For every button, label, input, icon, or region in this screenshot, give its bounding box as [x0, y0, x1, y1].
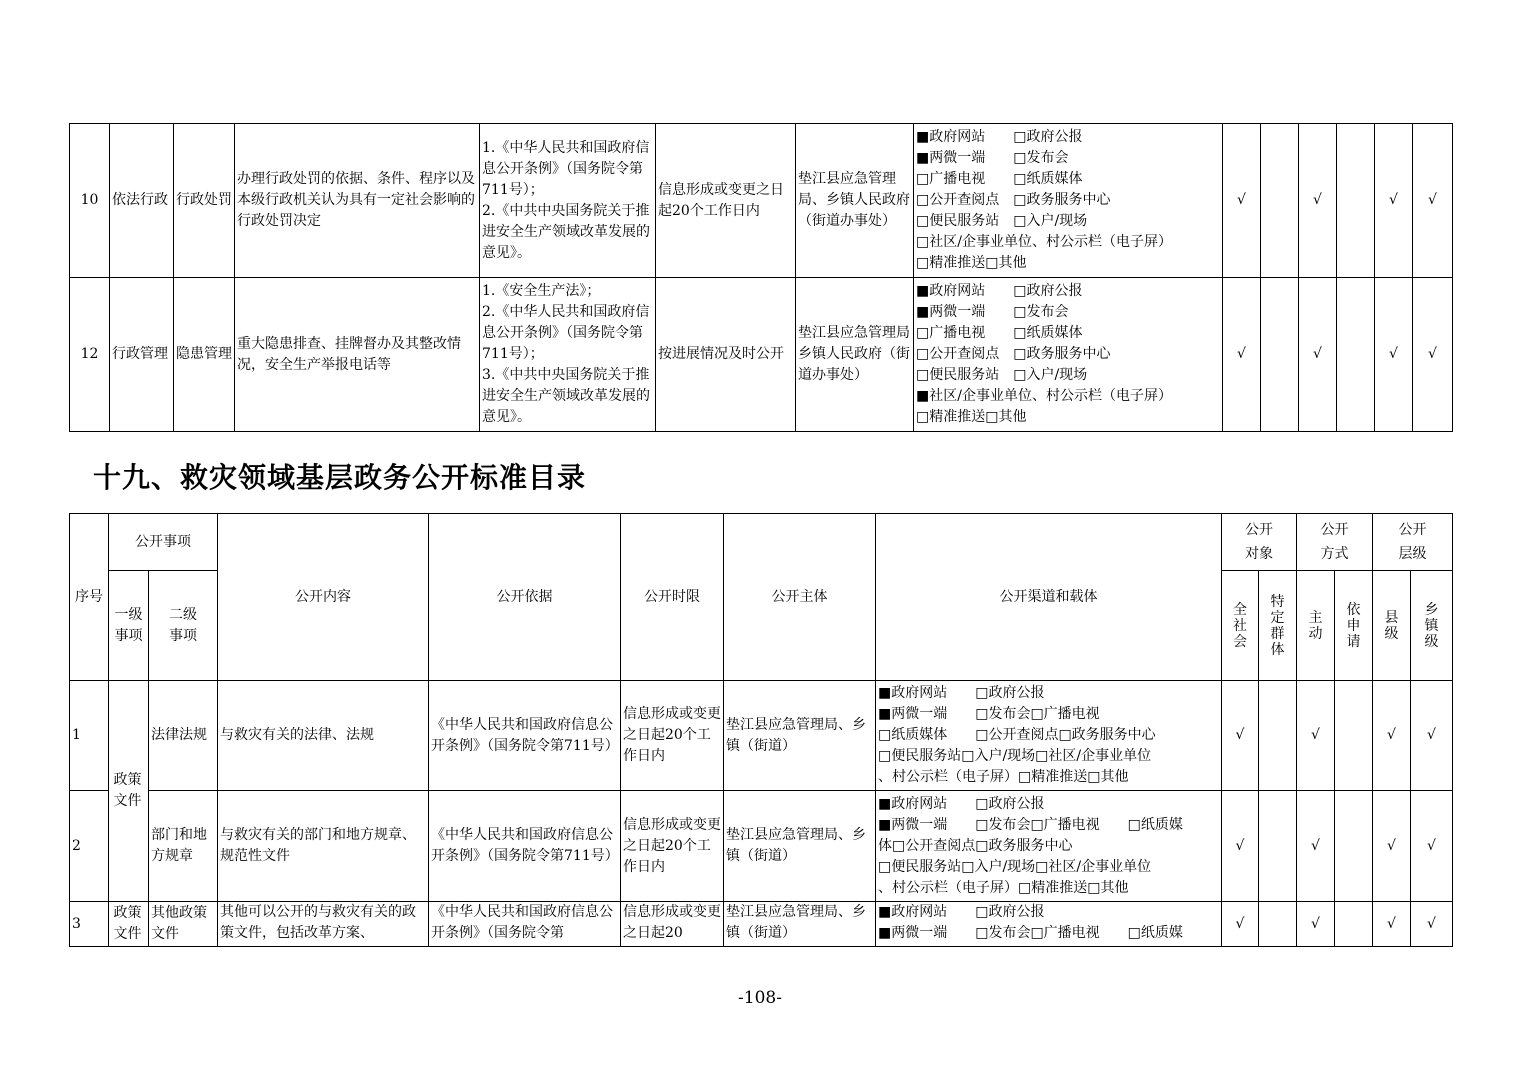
- channel-line: ■政府网站 □政府公报: [916, 129, 1083, 145]
- row-number: 3: [70, 902, 109, 947]
- section-title: 十九、救灾领域基层政务公开标准目录: [93, 461, 587, 494]
- channel-line: □广播电视 □纸质媒体: [916, 325, 1083, 341]
- subject-cell: 垫江县应急管理局、乡镇（街道）: [724, 902, 876, 947]
- mark-town: √: [1411, 791, 1453, 902]
- mark-county: √: [1373, 791, 1411, 902]
- row-number: 10: [70, 124, 110, 278]
- basis-line: 3.《中共中央国务院关于推进安全生产领域改革发展的意见》。: [482, 367, 650, 425]
- level2-item: 其他政策文件: [149, 902, 218, 947]
- basis-cell: 《中华人民共和国政府信息公开条例》（国务院令第: [429, 902, 621, 947]
- header-target-text: 公开对象: [1245, 522, 1273, 562]
- header-channels: 公开渠道和载体: [876, 514, 1222, 681]
- mark-town: √: [1411, 681, 1453, 791]
- level1-item: [109, 681, 149, 902]
- channel-line: □精准推送□其他: [916, 255, 1027, 271]
- table-row: [70, 791, 1453, 902]
- time-cell: 信息形成或变更之日起20个工作日内: [621, 681, 724, 791]
- header-specific-group-text: 特定群体: [1270, 593, 1285, 658]
- header-row: [70, 514, 1453, 571]
- header-all-society-text: 全社会: [1233, 601, 1247, 650]
- content-cell: 其他可以公开的与救灾有关的政策文件，包括改革方案、: [218, 902, 429, 947]
- basis-line: 1.《安全生产法》；: [482, 283, 601, 299]
- mark-specific-group: [1261, 278, 1299, 432]
- basis-cell: 《中华人民共和国政府信息公开条例》（国务院令第711号）: [429, 791, 621, 902]
- channel-line: □公开查阅点 □政务服务中心: [916, 192, 1111, 208]
- channel-line: ■政府网站 □政府公报: [878, 904, 1045, 920]
- header-town-text: 乡镇级: [1424, 601, 1439, 650]
- mark-all-society: √: [1222, 791, 1259, 902]
- mark-active: √: [1297, 681, 1335, 791]
- header-basis: 公开依据: [429, 514, 621, 681]
- header-no: 序号: [70, 514, 109, 681]
- mark-active: √: [1297, 791, 1335, 902]
- level2-item: 部门和地方规章: [149, 791, 218, 902]
- basis-cell: [480, 124, 656, 278]
- header-county-text: 县级: [1384, 609, 1399, 642]
- channel-line: □精准推送□其他: [916, 409, 1027, 425]
- level2-item: 行政处罚: [174, 124, 235, 278]
- header-mode-text: 公开方式: [1320, 522, 1349, 562]
- mark-specific-group: [1259, 902, 1297, 947]
- table-row: [70, 902, 1453, 947]
- time-cell: 按进展情况及时公开: [656, 278, 796, 432]
- level2-item: 隐患管理: [174, 278, 235, 432]
- mark-all-society: √: [1222, 902, 1259, 947]
- mark-on-request: [1335, 681, 1373, 791]
- header-all-society: [1222, 571, 1259, 681]
- basis-line: 2.《中华人民共和国政府信息公开条例》（国务院令第711号）；: [482, 304, 650, 362]
- table-row: [70, 681, 1453, 791]
- channel-line: □便民服务站 □入户/现场: [916, 213, 1088, 229]
- header-town: [1411, 571, 1453, 681]
- mark-on-request: [1337, 278, 1375, 432]
- channel-line: □公开查阅点 □政务服务中心: [916, 346, 1111, 362]
- header-level-text: 公开层级: [1398, 522, 1427, 562]
- channel-line: 、村公示栏（电子屏）□精准推送□其他: [878, 879, 1129, 896]
- channel-line: 体□公开查阅点□政务服务中心: [878, 837, 1073, 854]
- subject-cell: 垫江县应急管理局乡镇人民政府（街道办事处）: [796, 278, 914, 432]
- content-cell: 与救灾有关的部门和地方规章、规范性文件: [218, 791, 429, 902]
- channels-cell: [876, 681, 1222, 791]
- channel-line: 、村公示栏（电子屏）□精准推送□其他: [878, 769, 1129, 785]
- channels-cell: [876, 791, 1222, 902]
- page-number: -108-: [738, 988, 782, 1008]
- level1-item: 行政管理: [110, 278, 174, 432]
- subject-cell: 垫江县应急管理局、乡镇（街道）: [724, 681, 876, 791]
- mark-town: √: [1411, 902, 1453, 947]
- header-level1: 一级事项: [109, 571, 149, 681]
- header-specific-group: [1259, 571, 1297, 681]
- mark-on-request: [1335, 791, 1373, 902]
- channel-line: ■两微一端 □发布会□广播电视: [878, 706, 1100, 722]
- level2-item: 法律法规: [149, 681, 218, 791]
- header-county: [1373, 571, 1411, 681]
- table-row: [70, 124, 1453, 278]
- header-on-request-text: 依申请: [1346, 601, 1361, 650]
- disaster-relief-table: [69, 513, 1453, 947]
- channels-cell: [876, 902, 1222, 947]
- row-number: 2: [70, 791, 109, 902]
- channel-line: □便民服务站□入户/现场□社区/企事业单位: [878, 858, 1152, 875]
- channel-line: ■政府网站 □政府公报: [878, 795, 1045, 812]
- time-cell: 信息形成或变更之日起20个工作日内: [621, 791, 724, 902]
- header-items: 公开事项: [109, 514, 218, 571]
- mark-on-request: [1335, 902, 1373, 947]
- mark-specific-group: [1259, 681, 1297, 791]
- content-cell: 办理行政处罚的依据、条件、程序以及本级行政机关认为具有一定社会影响的行政处罚决定: [235, 124, 480, 278]
- channel-line: □广播电视 □纸质媒体: [916, 171, 1083, 187]
- mark-county: √: [1375, 278, 1413, 432]
- level1-text: 政策文件: [113, 772, 142, 809]
- basis-line: 1.《中华人民共和国政府信息公开条例》（国务院令第711号）；: [482, 139, 650, 198]
- channel-line: □纸质媒体 □公开查阅点□政务服务中心: [878, 727, 1156, 743]
- channel-line: ■社区/企事业单位、村公示栏（电子屏）: [916, 388, 1172, 404]
- level1-item: 依法行政: [110, 124, 174, 278]
- row-number: 12: [70, 278, 110, 432]
- header-active: [1297, 571, 1335, 681]
- header-level2: 二级事项: [149, 571, 218, 681]
- channel-line: ■政府网站 □政府公报: [878, 685, 1045, 701]
- mark-county: √: [1373, 681, 1411, 791]
- mark-town: √: [1413, 124, 1453, 278]
- channels-cell: [914, 278, 1223, 432]
- mark-town: √: [1413, 278, 1453, 432]
- content-cell: 重大隐患排查、挂牌督办及其整改情况，安全生产举报电话等: [235, 278, 480, 432]
- header-level: [1373, 514, 1453, 571]
- channel-line: ■两微一端 □发布会□广播电视 □纸质媒: [878, 816, 1183, 833]
- mark-all-society: √: [1222, 681, 1259, 791]
- channel-line: ■政府网站 □政府公报: [916, 283, 1083, 299]
- header-subject: 公开主体: [724, 514, 876, 681]
- header-content: 公开内容: [218, 514, 429, 681]
- mark-all-society: √: [1223, 278, 1261, 432]
- channel-line: □社区/企事业单位、村公示栏（电子屏）: [916, 234, 1172, 250]
- time-cell: 信息形成或变更之日起20: [621, 902, 724, 947]
- level1-text: 政策文件: [113, 905, 142, 942]
- table-row: [70, 278, 1453, 432]
- subject-cell: 垫江县应急管理局、乡镇（街道）: [724, 791, 876, 902]
- channels-cell: [914, 124, 1223, 278]
- mark-specific-group: [1259, 791, 1297, 902]
- channel-line: ■两微一端 □发布会: [916, 150, 1069, 166]
- header-on-request: [1335, 571, 1373, 681]
- header-target: [1222, 514, 1297, 571]
- mark-active: √: [1299, 278, 1337, 432]
- channel-line: ■两微一端 □发布会□广播电视 □纸质媒: [878, 925, 1183, 941]
- header-active-text: 主动: [1308, 609, 1323, 642]
- row-number: 1: [70, 681, 109, 791]
- header-mode: [1297, 514, 1373, 571]
- mark-active: √: [1297, 902, 1335, 947]
- mark-county: √: [1375, 124, 1413, 278]
- basis-line: 2.《中共中央国务院关于推进安全生产领域改革发展的意见》。: [482, 202, 650, 261]
- time-cell: 信息形成或变更之日起20个工作日内: [656, 124, 796, 278]
- mark-county: √: [1373, 902, 1411, 947]
- basis-cell: 《中华人民共和国政府信息公开条例》（国务院令第711号）: [429, 681, 621, 791]
- channel-line: □便民服务站 □入户/现场: [916, 367, 1088, 383]
- content-cell: 与救灾有关的法律、法规: [218, 681, 429, 791]
- channel-line: ■两微一端 □发布会: [916, 304, 1069, 320]
- channel-line: □便民服务站□入户/现场□社区/企事业单位: [878, 748, 1152, 764]
- subject-cell: 垫江县应急管理局、乡镇人民政府（街道办事处）: [796, 124, 914, 278]
- mark-on-request: [1337, 124, 1375, 278]
- header-time: 公开时限: [621, 514, 724, 681]
- basis-cell: [480, 278, 656, 432]
- mark-active: √: [1299, 124, 1337, 278]
- level1-item: [109, 902, 149, 947]
- mark-specific-group: [1261, 124, 1299, 278]
- mark-all-society: √: [1223, 124, 1261, 278]
- table-continued: [69, 123, 1453, 432]
